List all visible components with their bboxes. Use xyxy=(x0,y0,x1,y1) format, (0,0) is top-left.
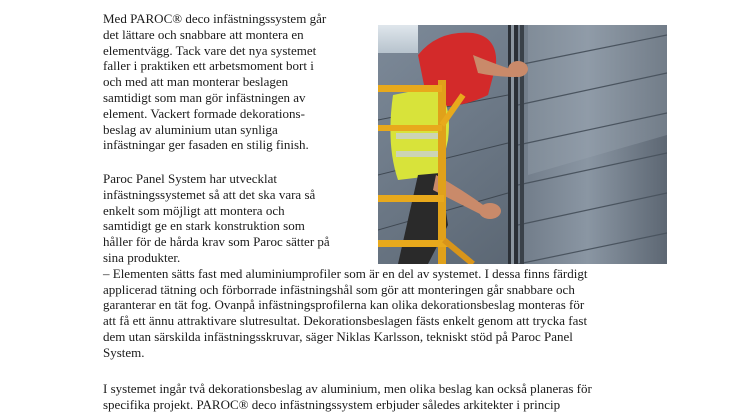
text-line: faller i praktiken ett arbetsmoment bort i xyxy=(103,58,314,74)
text-line: applicerad tätning och förborrade infästningshål som gör att monteringen går snabbare och xyxy=(103,281,575,297)
text-line: infästningssystemet så att det ska vara så xyxy=(103,186,316,202)
paragraph-decoration xyxy=(103,381,592,413)
installation-photo xyxy=(378,25,667,264)
text-line: det lättare och snabbare att montera en xyxy=(103,26,304,42)
text-line: enkelt som möjligt att montera och xyxy=(103,202,285,218)
text-line: garanterar en tät fog. Ovanpå infästningsprofilerna kan olika dekorationsbeslag monteras för xyxy=(103,297,585,313)
text-line: samtidigt ge en stark konstruktion som xyxy=(103,218,305,234)
text-line: – Elementen sätts fast med aluminiumprofiler som är en del av systemet. I dessa finns färdigt xyxy=(103,265,588,281)
text-line: att få ett ännu attraktivare slutresultat. Dekorationsbeslagen fästs enkelt genom att trycka fast xyxy=(103,313,588,329)
text-line: element. Vackert formade dekorations- xyxy=(103,105,305,121)
text-line: System. xyxy=(103,344,145,360)
text-line: I systemet ingår två dekorationsbeslag av aluminium, men olika beslag kan också planeras för xyxy=(103,381,592,396)
text-line: dem utan särskilda infästningsskruvar, säger Niklas Karlsson, tekniskt stöd på Paroc Panel xyxy=(103,328,573,344)
text-line: och med att man monterar beslagen xyxy=(103,74,289,90)
text-line: elementvägg. Tack vare det nya systemet xyxy=(103,42,317,58)
text-line: Med PAROC® deco infästningssystem går xyxy=(103,11,327,26)
worker-mounting-panel-illustration xyxy=(378,25,667,264)
text-line: infästningar ger fasaden en stilig finish. xyxy=(103,137,309,153)
text-line: Paroc Panel System har utvecklat xyxy=(103,171,278,186)
text-line: håller för de hårda krav som Paroc sätter på xyxy=(103,234,330,250)
paragraph-intro xyxy=(103,11,326,153)
text-line: samtidigt som man gör infästningen av xyxy=(103,89,306,105)
text-line: sina produkter. xyxy=(103,249,181,265)
text-line: beslag av aluminium utan synliga xyxy=(103,121,278,137)
text-line: specifika projekt. PAROC® deco infästningssystem erbjuder således arkitekter i princip xyxy=(103,396,561,412)
